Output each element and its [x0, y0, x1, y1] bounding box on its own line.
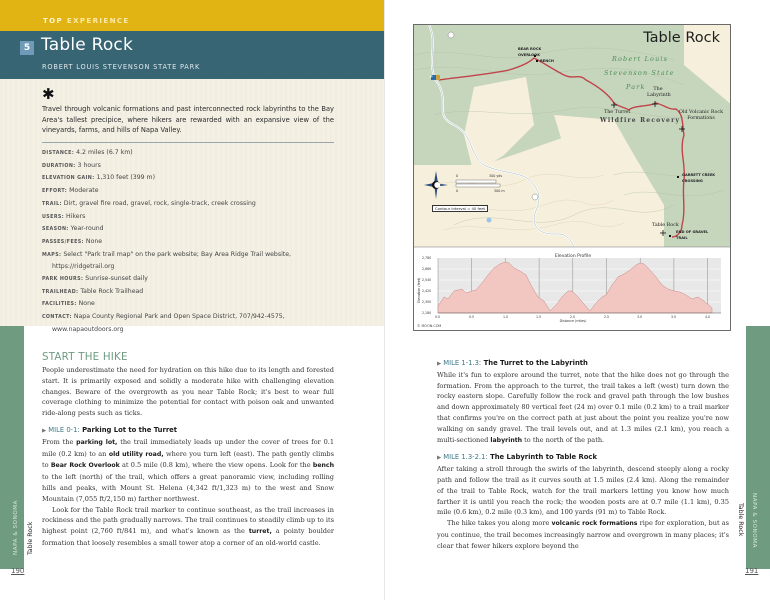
- fact-key: DURATION:: [42, 163, 76, 169]
- text: where you turn left (east). The path gently climbs to: [42, 449, 334, 470]
- text: ripe for exploration, but as you continue, the trail becomes increasingly narrow and overgrown in many places; it's clear that fewer hikers explore beyond the: [437, 519, 729, 550]
- y-tick: 2,420: [422, 289, 432, 293]
- paragraph: After taking a stroll through the swirls of the labyrinth, descend steeply along a rocky path and follow the trail as it curves south at 1.5 miles (2.4 km). Along the remainder of the trail to Table Rock, watch for the trail markers letting you know how much farther it is until you reach the rock; the wooden posts are at 0.7 mile (1.1 km), 0.35 mile (0.6 km), 0.2 mile (0.3 km), and 100 yards (91 m) to Table Rock.: [437, 465, 729, 517]
- fact-key: TRAIL:: [42, 201, 62, 207]
- mile-range: MILE 1.3-2.1:: [443, 453, 488, 462]
- side-tab-right: [746, 326, 770, 569]
- fact-trailhead: [42, 286, 342, 299]
- fact-value: Year-round: [68, 225, 104, 233]
- paragraph: [437, 370, 729, 447]
- top-experience-kicker: [43, 17, 130, 25]
- fact-key: TRAILHEAD:: [42, 289, 79, 295]
- map-label-bear-rock-overlook: BEAR ROCK OVERLOOK: [518, 47, 542, 57]
- asterisk-icon: ✱: [42, 85, 55, 103]
- map-park-name-line2: Stevenson State: [604, 69, 675, 77]
- highlight: Bear Rock Overlook: [50, 462, 120, 470]
- fact-key: DISTANCE:: [42, 151, 75, 156]
- kicker-bold: TOP: [43, 17, 64, 25]
- fact-value: Sunrise-sunset daily: [83, 275, 148, 283]
- mile-heading: [42, 425, 334, 437]
- section-heading: START THE HIKE: [42, 351, 128, 363]
- mile-title: The Labyrinth to Table Rock: [487, 453, 597, 462]
- fact-key: CONTACT:: [42, 315, 72, 321]
- triangle-right-icon: ▶: [437, 455, 442, 462]
- mile-title: Parking Lot to the Turret: [79, 425, 178, 434]
- running-head-title: Table Rock: [27, 521, 34, 555]
- fact-key: USERS:: [42, 214, 65, 220]
- scale-m: 300 m: [494, 189, 505, 193]
- side-tab-section-label: NAPA & SONOMA: [13, 500, 19, 555]
- top-experience-banner: [0, 0, 385, 31]
- highlight: volcanic rock formations: [551, 520, 638, 528]
- y-tick: 2,660: [422, 267, 432, 271]
- map-park-name-line3: Park: [626, 83, 646, 91]
- fact-season: [42, 223, 342, 236]
- mile-title: The Turret to the Labyrinth: [481, 359, 588, 367]
- fact-effort: [42, 185, 342, 198]
- map-label-end-of-gravel-trail: END OF GRAVEL TRAIL: [676, 230, 709, 240]
- y-tick: 2,300: [422, 300, 432, 304]
- side-tab-left: [0, 326, 24, 569]
- contour-interval-note: Contour Interval = 40 feet: [432, 205, 488, 212]
- fact-duration: [42, 160, 342, 173]
- fact-contact: [42, 311, 342, 335]
- trail-map: [413, 24, 731, 331]
- text: Look for the Table Rock trail marker to continue southeast, as the trail increases in rockiness and the path gradually narrows. The trail continues to steadily climb up to its highest point (2,760 ft/841 m), and what's known as the: [42, 505, 334, 536]
- hike-title: Table Rock: [41, 35, 134, 55]
- y-tick: 2,780: [422, 256, 432, 260]
- triangle-right-icon: ▶: [42, 427, 47, 434]
- divider: [42, 142, 334, 143]
- page-number: 191: [745, 567, 759, 575]
- fact-value: Moderate: [67, 187, 99, 195]
- paragraph: [42, 437, 334, 505]
- fact-distance: [42, 147, 342, 160]
- mile-heading: [437, 358, 729, 370]
- scale-yds-zero: 0: [456, 174, 459, 178]
- fact-key: FACILITIES:: [42, 302, 77, 308]
- x-tick: 2.5: [604, 315, 610, 319]
- map-label-table-rock: Table Rock: [652, 223, 679, 228]
- fact-facilities: [42, 298, 342, 311]
- fact-key: PASSES/FEES:: [42, 239, 84, 245]
- fact-value: None: [83, 237, 103, 245]
- fact-value: Dirt, gravel fire road, gravel, rock, single-track, creek crossing: [61, 199, 256, 207]
- highlight: old utility road,: [108, 450, 164, 458]
- highlight: bench: [312, 462, 334, 470]
- text: From the: [42, 437, 77, 446]
- x-tick: 1.0: [503, 315, 509, 319]
- mile-heading: [437, 452, 729, 464]
- hike-number-badge: 5: [20, 41, 34, 55]
- map-park-name-line1: Robert Louis: [612, 55, 669, 63]
- fact-park-hours: [42, 273, 342, 286]
- fact-key: PARK HOURS:: [42, 277, 84, 283]
- x-tick: 4.0: [705, 315, 711, 319]
- y-tick: 2,180: [422, 311, 432, 315]
- highlight: labyrinth: [490, 436, 523, 444]
- fact-users: [42, 211, 342, 224]
- map-label-turret: The Turret: [604, 110, 631, 115]
- text: The hike takes you along more: [447, 519, 552, 528]
- paragraph: [437, 518, 729, 551]
- text: at 0.5 mile (0.8 km), where the view opens. Look for the: [119, 461, 313, 470]
- side-tab-section-label: NAPA & SONOMA: [751, 493, 757, 548]
- map-title: Table Rock: [643, 30, 720, 46]
- text: a pointy boulder formation that loosely resembles a small tower atop a corner of an old-world castle.: [42, 527, 334, 547]
- parking-icon: P: [430, 75, 433, 79]
- map-credit: © MOON.COM: [417, 324, 442, 328]
- map-label-labyrinth: The Labyrinth: [647, 87, 671, 98]
- triangle-right-icon: ▶: [437, 361, 442, 367]
- right-body-text: [437, 358, 729, 552]
- x-tick: 3.0: [637, 315, 643, 319]
- fact-maps: [42, 249, 342, 273]
- fact-key: ELEVATION GAIN:: [42, 176, 95, 182]
- paragraph: [42, 505, 334, 549]
- left-body-text: [42, 365, 334, 549]
- fact-key: EFFORT:: [42, 189, 68, 195]
- fact-key: SEASON:: [42, 227, 69, 233]
- text: the trail immediately leads up under the cover of trees for 0.1 mile (0.2 km) to an: [42, 437, 335, 458]
- text: to the north of the path.: [522, 435, 605, 444]
- highlight: turret,: [248, 528, 272, 536]
- fact-value: 1,310 feet (399 m): [94, 174, 155, 182]
- mile-range: MILE 0-1:: [48, 425, 80, 434]
- kicker-rest: EXPERIENCE: [63, 17, 130, 25]
- mile-range: MILE 1-1.3:: [443, 359, 482, 367]
- fact-value: Hikers: [64, 212, 86, 220]
- fact-value: 4.2 miles (6.7 km): [74, 149, 133, 156]
- scale-m-zero: 0: [456, 189, 459, 193]
- hike-facts-list: [42, 147, 342, 336]
- page-number: 190: [11, 567, 25, 575]
- highlight: parking lot,: [76, 438, 118, 446]
- fact-key: MAPS:: [42, 252, 62, 258]
- scale-yds: 300 yds: [489, 174, 503, 178]
- fact-value: 3 hours: [75, 161, 101, 169]
- hike-intro: Travel through volcanic formations and past interconnected rock labyrinths to the Bay Area's tallest precipice, where hikers are rewarded with an expansive view of the vineyards, farms, and hills of Napa Valley.: [42, 105, 334, 135]
- fact-value: None: [76, 300, 95, 308]
- elevation-x-axis-label: Distance (miles): [559, 319, 587, 323]
- elevation-profile-title: Elevation Profile: [554, 254, 592, 259]
- map-zone-label: Wildfire Recovery: [600, 117, 681, 124]
- y-tick: 2,540: [422, 278, 432, 282]
- top-experience-box: [0, 0, 385, 333]
- fact-value: Select "Park trail map" on the park website; Bay Area Ridge Trail website, https://ridgetrail.org: [52, 250, 292, 271]
- fact-value: Table Rock Trailhead: [78, 287, 144, 295]
- text: While it's fun to explore around the turret, note that the hike does not go through the formation. From the approach to the turret, the trail takes a left (west) turn down the rocky eastern slope. Carefully follow the rock and gravel path through the low bushes and down approximately 80 vertical feet (24 m) over 0.1 mile (0.2 km) to a trail marker that confirms you're on the correct path at just about the point you realize you're now walking on sandy gravel. The trail levels out, and at 1.3 miles (2.1 km), you reach a multi-sectioned: [437, 370, 729, 444]
- fact-value: Napa County Regional Park and Open Space District, 707/942-4575, www.napaoutdoors.org: [52, 313, 285, 333]
- running-head-title: Table Rock: [737, 503, 744, 537]
- x-tick: 0.0: [435, 315, 441, 319]
- x-tick: 3.5: [671, 315, 677, 319]
- x-tick: 1.5: [536, 315, 542, 319]
- intro-paragraph: People underestimate the need for hydration on this hike due to its length and forested start. It is primarily exposed and solidly a moderate hike with challenging elevation changes. Beware of the overgrowth as you near Table Rock; it's best to wear full coverage clothing to minimize the potential for contact with poison oak and unwanted ride-along pests such as ticks.: [42, 366, 334, 418]
- map-label-garrett-creek-crossing: GARRETT CREEK CROSSING: [682, 173, 716, 183]
- fact-trail: [42, 198, 342, 211]
- fact-elevation-gain: [42, 172, 342, 185]
- x-tick: 2.0: [570, 315, 576, 319]
- fact-passes-fees: [42, 236, 342, 249]
- map-label-bench: BENCH: [540, 59, 554, 63]
- hike-park-subtitle: ROBERT LOUIS STEVENSON STATE PARK: [42, 63, 201, 71]
- text: to the left (north) of the trail, which offers a great panoramic view, including rolling hills and peaks, with Mount St. Helena (4,342 ft/1,323 m) to the west and Snow Mountain (7,055 ft/2,150 m) farther northwest.: [42, 473, 334, 503]
- elevation-y-axis-label: Elevation (feet): [417, 277, 421, 303]
- x-tick: 0.5: [469, 315, 475, 319]
- map-label-old-volcanic-rock-formations: Old Volcanic Rock Formations: [679, 110, 723, 121]
